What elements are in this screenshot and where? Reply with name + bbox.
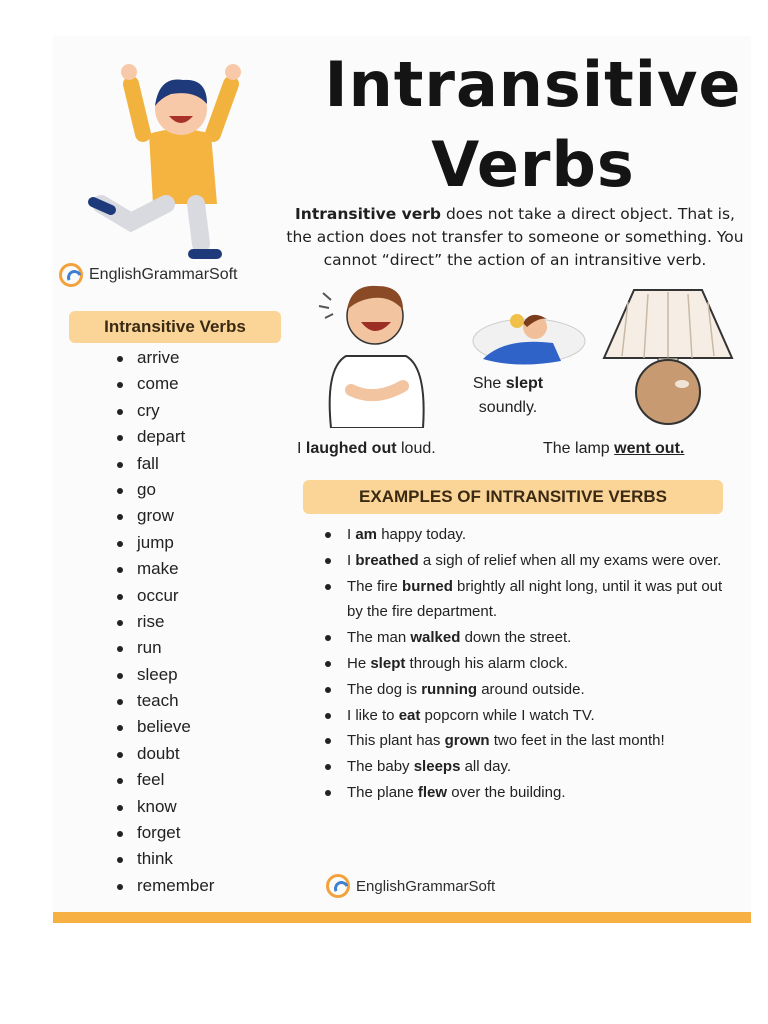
example-pre: The plane	[347, 783, 418, 801]
title-line-1: Intransitive	[324, 48, 742, 121]
sleeping-girl-illustration	[457, 301, 587, 371]
verb-list-item: know	[111, 794, 214, 820]
poster	[53, 36, 751, 922]
example-pre: This plant has	[347, 732, 445, 750]
example-verb: breathed	[355, 551, 419, 569]
caption-laugh	[297, 440, 497, 458]
example-pre: The baby	[347, 758, 414, 776]
example-pre: The fire	[347, 577, 403, 595]
brand-logo-top	[59, 263, 238, 287]
brand-name: EnglishGrammarSoft	[89, 266, 238, 283]
brand-name-bottom: EnglishGrammarSoft	[356, 877, 496, 895]
caption-laugh-pre: I	[297, 440, 306, 457]
example-post: around outside.	[477, 680, 585, 698]
verb-list-item: run	[111, 635, 214, 661]
examples-list	[319, 522, 739, 806]
verb-list-item: depart	[111, 424, 214, 450]
example-item	[319, 548, 739, 574]
caption-sleep-pre: She	[472, 375, 506, 392]
example-verb: slept	[370, 654, 406, 672]
verb-list-item: think	[111, 846, 214, 872]
example-item	[319, 780, 739, 806]
example-post: brightly all night long, until it was put out by the fire department.	[347, 577, 723, 621]
example-pre: I	[347, 526, 356, 543]
example-verb: sleeps	[413, 758, 461, 776]
brand-logo-icon	[59, 263, 83, 287]
example-pre: The man	[347, 629, 411, 647]
example-verb: running	[421, 680, 478, 698]
jumping-boy-illustration	[71, 54, 251, 264]
example-item	[319, 625, 739, 651]
example-post: over the building.	[447, 783, 566, 801]
verb-list-item: grow	[111, 503, 214, 529]
verb-list-item: feel	[111, 767, 214, 793]
brand-logo-bottom	[326, 874, 495, 898]
example-item	[319, 703, 739, 729]
verb-list-item: jump	[111, 530, 214, 556]
example-item	[319, 677, 739, 703]
example-post: popcorn while I watch TV.	[420, 706, 595, 724]
caption-sleep-verb: slept	[505, 375, 544, 392]
caption-sleep	[448, 372, 568, 420]
verb-list-item: remember	[111, 873, 214, 899]
example-item	[319, 651, 739, 677]
example-item	[319, 522, 739, 548]
verb-list-item: sleep	[111, 662, 214, 688]
example-post: happy today.	[377, 526, 466, 543]
laughing-man-illustration	[311, 278, 441, 428]
verb-list-item: arrive	[111, 345, 214, 371]
example-verb: eat	[398, 706, 421, 724]
example-pre: I like to	[347, 706, 399, 724]
verb-list	[111, 345, 214, 899]
verb-list-item: make	[111, 556, 214, 582]
example-item	[319, 754, 739, 780]
example-post: through his alarm clock.	[405, 654, 568, 672]
verb-list-item: go	[111, 477, 214, 503]
verb-list-item: rise	[111, 609, 214, 635]
poster-bottom-border	[53, 912, 751, 923]
verb-list-item: forget	[111, 820, 214, 846]
caption-lamp-verb: went out.	[614, 440, 685, 457]
brand-logo-icon	[326, 874, 350, 898]
example-post: a sigh of relief when all my exams were over.	[418, 551, 722, 569]
verb-list-item: doubt	[111, 741, 214, 767]
example-verb: grown	[444, 732, 490, 750]
verb-list-item: fall	[111, 451, 214, 477]
example-item	[319, 728, 739, 754]
example-post: down the street.	[460, 629, 572, 647]
verbs-heading: Intransitive Verbs	[69, 311, 281, 343]
verb-list-item: cry	[111, 398, 214, 424]
example-pre: I	[347, 551, 356, 569]
verb-list-item: teach	[111, 688, 214, 714]
example-verb: flew	[417, 783, 448, 801]
intro-text	[285, 203, 745, 272]
title-line-2: Verbs	[431, 128, 635, 201]
intro-rest: does not take a direct object. That is, the action does not transfer to someone or something. You cannot “direct” the action of an intransitive verb.	[286, 205, 744, 269]
example-post: two feet in the last month!	[489, 732, 665, 750]
verb-list-item: come	[111, 371, 214, 397]
example-pre: The dog is	[347, 680, 422, 698]
example-verb: am	[355, 526, 378, 543]
caption-lamp	[543, 440, 743, 458]
example-verb: walked	[410, 629, 461, 647]
verb-list-item: believe	[111, 714, 214, 740]
caption-lamp-pre: The lamp	[543, 440, 615, 457]
examples-heading: EXAMPLES OF INTRANSITIVE VERBS	[303, 480, 723, 514]
verb-list-item: occur	[111, 583, 214, 609]
example-post: all day.	[460, 758, 512, 776]
example-pre: He	[347, 654, 371, 672]
example-verb: burned	[402, 577, 453, 595]
example-item	[319, 574, 739, 626]
lamp-illustration	[598, 286, 738, 426]
caption-sleep-post: soundly.	[478, 399, 538, 416]
caption-laugh-verb: laughed out	[305, 440, 397, 457]
caption-laugh-post: loud.	[396, 440, 436, 457]
intro-bold-term: Intransitive verb	[295, 205, 442, 223]
